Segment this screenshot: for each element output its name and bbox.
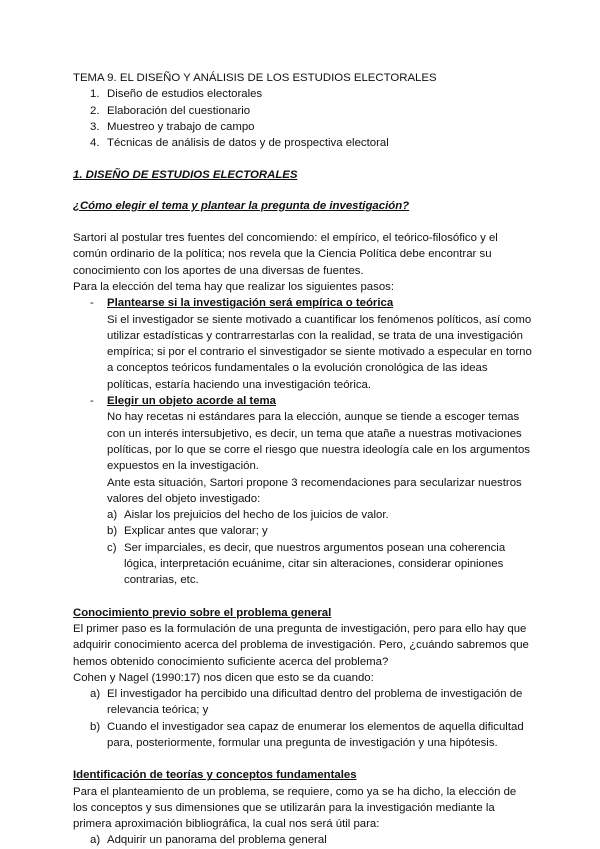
list-marker: c): [107, 541, 117, 554]
toc-item: [90, 86, 533, 102]
step-body: Si el investigador se siente motivado a cuantificar los fenómenos políticos, así como utilizar estadísticas y contrarrestarlas con la realidad, se trata de una investigación empírica; si por el contrario el sinvestigador se siente motivado a especular en torno a conceptos teóricos fundamentales o la evolución cronológica de las ideas políticas, estaría haciendo una investigación teórica.: [107, 313, 532, 391]
step-title: Plantearse si la investigación será empírica o teórica: [107, 297, 394, 310]
step-body: No hay recetas ni estándares para la elección, aunque se tiende a escoger temas con un interés intersubjetivo, es decir, un tema que atañe a nuestras motivaciones políticas, por lo que se corre el riesgo que nuestra ideología cale en los argumentos expuestos en la investigación.: [107, 411, 530, 473]
step-item: [73, 295, 533, 393]
toc-text: Diseño de estudios electorales: [107, 88, 263, 101]
toc-text: Técnicas de análisis de datos y de prospectiva electoral: [107, 137, 389, 150]
purpose-list: [73, 832, 533, 848]
list-text: Adquirir un panorama del problema general: [107, 834, 327, 847]
list-text: Ser imparciales, es decir, que nuestros argumentos posean una coherencia lógica, interpretación ecuánime, citar sin alteraciones, considerar opiniones contrarias, etc.: [124, 541, 506, 587]
paragraph: El primer paso es la formulación de una pregunta de investigación, pero para ello hay que adquirir conocimiento acerca del problema de investigación. Pero, ¿cuándo sabremos que hemos obtenido conocimiento suficiente acerca del problema?: [73, 622, 529, 668]
paragraph: Sartori al postular tres fuentes del concomiendo: el empírico, el teórico-filosófico y el común ordinario de la política; nos revela que la Ciencia Política debe encontrar su conocimiento con los aportes de una diversas de fuentes.: [73, 232, 498, 277]
list-item: [90, 540, 533, 589]
list-marker: a): [90, 834, 101, 847]
toc-text: Muestreo y trabajo de campo: [107, 120, 255, 133]
list-item: [73, 719, 533, 752]
section-heading: Identificación de teorías y conceptos fundamentales: [73, 769, 357, 782]
toc-text: Elaboración del cuestionario: [107, 104, 251, 117]
paragraph: Para la elección del tema hay que realizar los siguientes pasos:: [73, 280, 395, 293]
section-heading: Conocimiento previo sobre el problema general: [73, 606, 332, 619]
step-item: [73, 393, 533, 507]
toc-number: 1.: [90, 88, 100, 101]
toc-number: 3.: [90, 120, 100, 133]
list-text: Aislar los prejuicios del hecho de los juicios de valor.: [124, 509, 389, 522]
toc-item: [90, 119, 533, 135]
list-text: Explicar antes que valorar; y: [124, 525, 268, 538]
document-title: TEMA 9. EL DISEÑO Y ANÁLISIS DE LOS ESTUDIOS ELECTORALES: [73, 72, 437, 84]
list-item: [73, 686, 533, 719]
step-title: Elegir un objeto acorde al tema: [107, 395, 277, 408]
toc-number: 4.: [90, 137, 100, 150]
dash-marker: -: [90, 395, 94, 408]
list-marker: a): [90, 688, 101, 701]
list-marker: b): [107, 525, 118, 538]
paragraph: Cohen y Nagel (1990:17) nos dicen que esto se da cuando:: [73, 671, 374, 684]
list-marker: a): [107, 509, 118, 522]
list-marker: b): [90, 720, 101, 733]
list-item: [90, 523, 533, 539]
document-page: [73, 70, 533, 849]
list-item: [90, 507, 533, 523]
step-body: Ante esta situación, Sartori propone 3 recomendaciones para secularizar nuestros valores del objeto investigado:: [107, 476, 522, 505]
condition-list: [73, 686, 533, 751]
toc-number: 2.: [90, 104, 100, 117]
recommendation-list: [73, 507, 533, 588]
dash-marker: -: [90, 297, 94, 310]
paragraph: Para el planteamiento de un problema, se requiere, como ya se ha dicho, la elección de los conceptos y sus dimensiones que se utilizarán para la investigación mediante la primera aproximación bibliográfica, la cual nos será útil para:: [73, 785, 517, 831]
list-text: Cuando el investigador sea capaz de enumerar los elementos de aquella dificultad para, posteriormente, formular una pregunta de investigación y una hipótesis.: [107, 720, 524, 749]
toc-item: [90, 135, 533, 151]
list-item: [73, 832, 533, 848]
list-text: El investigador ha percibido una dificultad dentro del problema de investigación de relevancia teórica; y: [107, 688, 523, 717]
section-heading: 1. DISEÑO DE ESTUDIOS ELECTORALES: [73, 169, 298, 182]
toc-item: [90, 103, 533, 119]
table-of-contents: [73, 86, 533, 151]
subheading: ¿Cómo elegir el tema y plantear la pregunta de investigación?: [73, 199, 410, 212]
